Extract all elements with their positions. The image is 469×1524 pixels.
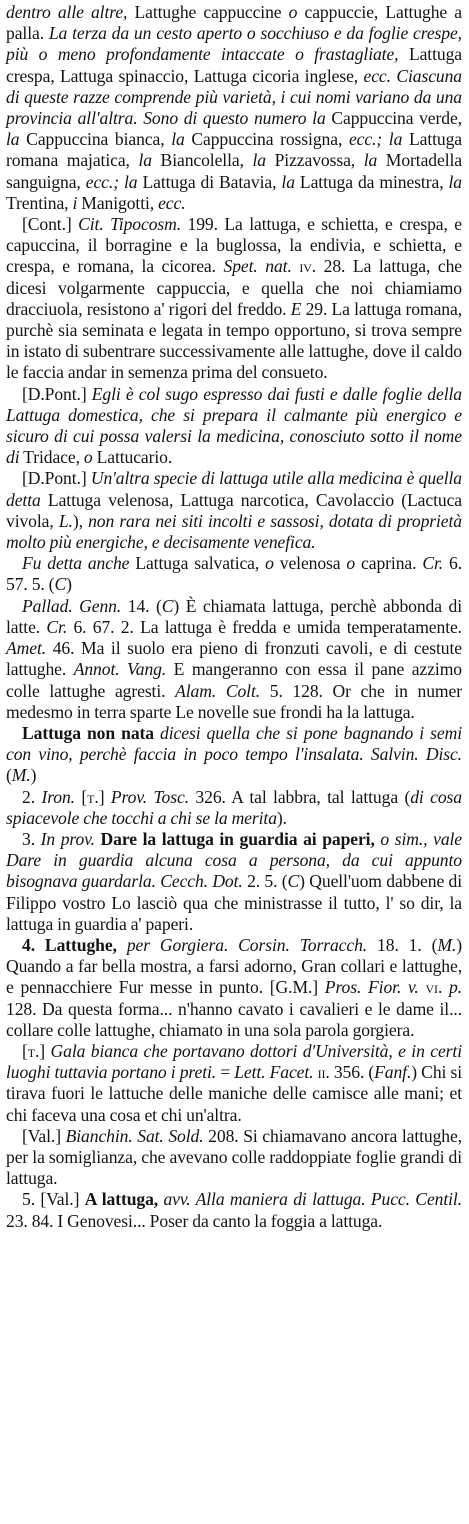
text-run: o sim., vale Dare in guardia alcuna cosa a persona, da cui appunto bisognava guardarla. Cecch. Dot. — [6, 828, 463, 892]
text-run: Fanf. — [374, 1062, 412, 1083]
text-run: [ — [22, 1040, 28, 1061]
text-run: 23. 84. I Genovesi... Poser da canto la foggia a lattuga. — [6, 1210, 383, 1231]
text-run: Gala bianca che portavano dottori d'Università, e in certi luoghi tuttavia portano i preti. — [6, 1040, 462, 1083]
text-run: . — [437, 977, 449, 998]
text-run: Alam. Colt. — [175, 680, 261, 701]
text-run: [Val.] — [22, 1125, 66, 1146]
text-run: i — [72, 192, 78, 213]
text-run: la — [363, 150, 378, 171]
text-run: [ — [74, 786, 88, 807]
text-run: [D.Pont.] — [22, 468, 91, 489]
text-run: Trentina, — [6, 192, 73, 213]
text-run: 2. — [22, 786, 42, 807]
text-run: iv — [299, 256, 312, 277]
text-run: Lattuga romana majatica, — [6, 129, 463, 171]
text-run: ) — [66, 574, 72, 595]
text-run: ) Chi si tirava fuori le lattuche delle maniche delle camisce alle mani; et chi faceva una cosa et chi un'altra. — [6, 1062, 462, 1125]
text-run: Lattuga non nata — [22, 722, 154, 743]
text-run: o — [346, 553, 356, 574]
text-run: vi — [425, 977, 438, 998]
entry-paragraph — [6, 829, 462, 935]
text-run: 4. Lattughe, — [22, 934, 117, 955]
text-run: velenosa — [273, 553, 347, 574]
text-run: . 28. La lattuga, che dicesi volgarmente cappuccia, e quella che noi chiamiamo dracciuola, resistono a' rigori del freddo. — [6, 256, 462, 319]
text-run: 128. Da questa forma... n'hanno cavato i cavalieri e le dame il... collare colle lattughe, chiamato in una sola parola gorgiera. — [6, 998, 462, 1040]
text-run: ). — [276, 807, 287, 828]
text-run: ecc. Ciascuna di queste razze comprende più varietà, i cui nomi variano da una provincia all'altra. Sono di questo numero la — [6, 65, 463, 129]
text-run: L. — [58, 510, 73, 531]
text-run: [Cont.] — [22, 214, 79, 235]
text-run: per Gorgiera. Corsin. Torracch. — [126, 934, 368, 955]
text-run: E — [290, 298, 302, 319]
text-run: Lattuga salvatica, — [129, 553, 266, 574]
text-run: o — [288, 2, 298, 22]
text-run: Pallad. Genn. — [22, 595, 122, 616]
text-run: Cit. Tipocosm. — [78, 214, 182, 235]
entry-paragraph — [6, 214, 462, 384]
text-run: dicesi quella che si pone bagnando i semi con vino, perchè faccia in poco tempo l'insalata. Salvin. Disc. — [6, 722, 462, 765]
entry-paragraph — [6, 1126, 462, 1190]
text-run: la — [252, 150, 266, 171]
text-run: Biancolella, — [151, 150, 253, 171]
text-run: Lattughe cappuccine — [127, 2, 289, 22]
text-run: ) — [30, 765, 37, 786]
text-run: 2. 5. ( — [242, 871, 288, 892]
text-run: ) Quell'uom dabbene di Filippo vostro Lo lasciò qua che ministrasse il tutto, l' so dir, la lattuga in guardia a' paperi. — [6, 871, 462, 934]
text-run: non rara nei siti incolti e sassosi, dotata di proprietà molto più energiche, e decisamente venefica. — [6, 510, 462, 553]
entry-paragraph — [6, 787, 462, 829]
text-run: Amet. — [6, 638, 47, 659]
text-run: Tridace, — [19, 447, 84, 468]
text-run: 14. ( — [121, 595, 162, 616]
entry-paragraph — [6, 468, 462, 553]
entry-paragraph — [6, 553, 462, 595]
entry-paragraph — [6, 596, 462, 723]
text-run: Spet. nat. — [223, 256, 292, 277]
text-run: E mangeranno con essa il pane azzimo colle lattughe agresti. — [6, 659, 462, 701]
text-run: la — [6, 129, 20, 150]
text-run: Cappuccina verde, — [325, 108, 462, 129]
text-run: 18. 1. ( — [367, 934, 438, 955]
text-run: ecc.; la — [348, 129, 403, 150]
text-run: ecc.; la — [85, 171, 138, 192]
text-run: Cappuccina rossigna, — [184, 129, 349, 150]
text-run: ii — [317, 1062, 326, 1083]
text-run — [117, 935, 127, 955]
text-run: In prov. — [40, 828, 95, 849]
text-run: Lattuga da minestra, — [294, 171, 449, 192]
text-run: Cr. — [46, 616, 68, 637]
entry-paragraph — [6, 1189, 462, 1231]
text-run: Lattucario. — [92, 447, 173, 468]
text-run: Lett. Facet. — [234, 1062, 314, 1083]
text-run: dentro alle altre, — [6, 2, 128, 22]
text-run: . 356. ( — [325, 1062, 375, 1083]
text-run: la — [281, 171, 295, 192]
entry-paragraph — [6, 384, 462, 469]
text-run: Bianchin. Sat. Sold. — [65, 1125, 204, 1146]
text-run: 6. 57. 5. ( — [6, 553, 462, 595]
text-run: Pros. Fior. v. — [324, 977, 419, 998]
text-run: 46. Ma il suolo era pieno di fronzuti cavoli, e di cestute lattughe. — [6, 638, 462, 680]
entry-paragraph — [6, 935, 462, 1041]
text-run: Cr. — [422, 553, 444, 574]
text-run: [D.Pont.] — [22, 383, 92, 404]
text-run: Annot. Vang. — [73, 659, 167, 680]
text-run: Mortadella sanguigna, — [6, 150, 462, 192]
text-run: Prov. Tosc. — [110, 786, 189, 807]
text-run: t — [27, 1040, 35, 1061]
text-run: Egli è col sugo espresso dai fusti e dalle foglie della Lattuga domestica, che si prepara il calmante più energico e sicuro di cui possa valersi la medicina, conosciuto sotto il nome di — [6, 383, 462, 468]
text-run: 199. La lattuga, e schietta, e crespa, e capuccina, il borragine e la buglossa, la endivia, e schietta, e crespa, e romana, la cicorea. — [6, 214, 462, 277]
text-run: = — [216, 1062, 235, 1083]
text-run: Pizzavossa, — [265, 150, 364, 171]
text-run: t — [87, 786, 95, 807]
text-run: caprina. — [355, 553, 423, 574]
text-run: 29. La lattuga romana, purchè sia seminata e legata in tempo opportuno, si trova sempre in istato di subentrare successivamente alle lattughe, dove il caldo le faccia andar in semenza prima del consueto. — [6, 298, 462, 383]
text-run: o — [265, 553, 274, 574]
text-run: Cappuccina bianca, — [19, 129, 172, 150]
text-run: ), — [72, 510, 89, 531]
text-run: la — [448, 171, 463, 192]
text-run: Dare la lattuga in guardia ai paperi, — [100, 828, 375, 849]
text-run: 208. Si chiamavano ancora lattughe, per la somiglianza, che avevano colle raddoppiate foglie grandi di lattuga. — [6, 1125, 462, 1189]
text-run: ) È chiamata lattuga, perchè abbonda di latte. — [6, 595, 463, 637]
text-run: .] — [94, 786, 111, 807]
text-run: .] — [35, 1040, 51, 1061]
text-run: 5. 128. Or che in numer medesmo in terra sparte Le novelle sue frondi ha la lattuga. — [6, 680, 462, 722]
text-run: La terza da un cesto aperto o socchiuso e da foglie crespe, più o meno profondamente intaccate o frastagliate, — [6, 23, 462, 65]
text-run: Un'altra specie di lattuga utile alla medicina è quella detta — [6, 468, 462, 510]
text-run: la — [171, 129, 185, 150]
text-run: cappuccie, Lattughe a palla. — [6, 2, 462, 44]
entry-paragraph — [6, 2, 462, 214]
text-run: ecc. — [158, 192, 186, 213]
text-run: M. — [11, 765, 31, 786]
text-run: 6. 67. 2. La lattuga è fredda e umida temperatamente. — [67, 616, 462, 637]
text-run: Iron. — [41, 786, 75, 807]
text-run: avv. Alla maniera di lattuga. Pucc. Centil. — [163, 1189, 463, 1210]
text-run: M. — [437, 934, 457, 955]
text-run: p. — [449, 977, 462, 998]
text-run: C — [287, 871, 300, 892]
text-run: o — [83, 447, 93, 468]
entry-paragraph — [6, 1041, 462, 1126]
text-run: Lattuga di Batavia, — [137, 171, 282, 192]
text-run: 3. — [22, 828, 41, 849]
text-run: C — [54, 574, 67, 595]
text-run: Manigotti, — [77, 192, 159, 213]
text-run: Lattuga velenosa, Lattuga narcotica, Cavolaccio (Lactuca vivola, — [6, 489, 462, 531]
text-run: ( — [6, 765, 12, 786]
text-run: ) Quando a far bella mostra, a farsi adorno, Gran collari e lattughe, e pennacchiere Fur messe in punto. [G.M.] — [6, 934, 463, 998]
text-run: Fu detta anche — [22, 553, 130, 574]
text-run: la — [138, 150, 152, 171]
entry-paragraph — [6, 723, 462, 787]
text-run: C — [161, 595, 174, 616]
text-run: di cosa spiacevole che tocchi a chi se la merita — [6, 786, 462, 828]
text-run: 326. A tal labbra, tal lattuga ( — [189, 786, 411, 807]
text-run: A lattuga, — [84, 1189, 159, 1210]
text-run: 5. [Val.] — [22, 1189, 85, 1210]
text-run: Lattuga crespa, Lattuga spinaccio, Lattuga cicoria inglese, — [6, 44, 462, 86]
